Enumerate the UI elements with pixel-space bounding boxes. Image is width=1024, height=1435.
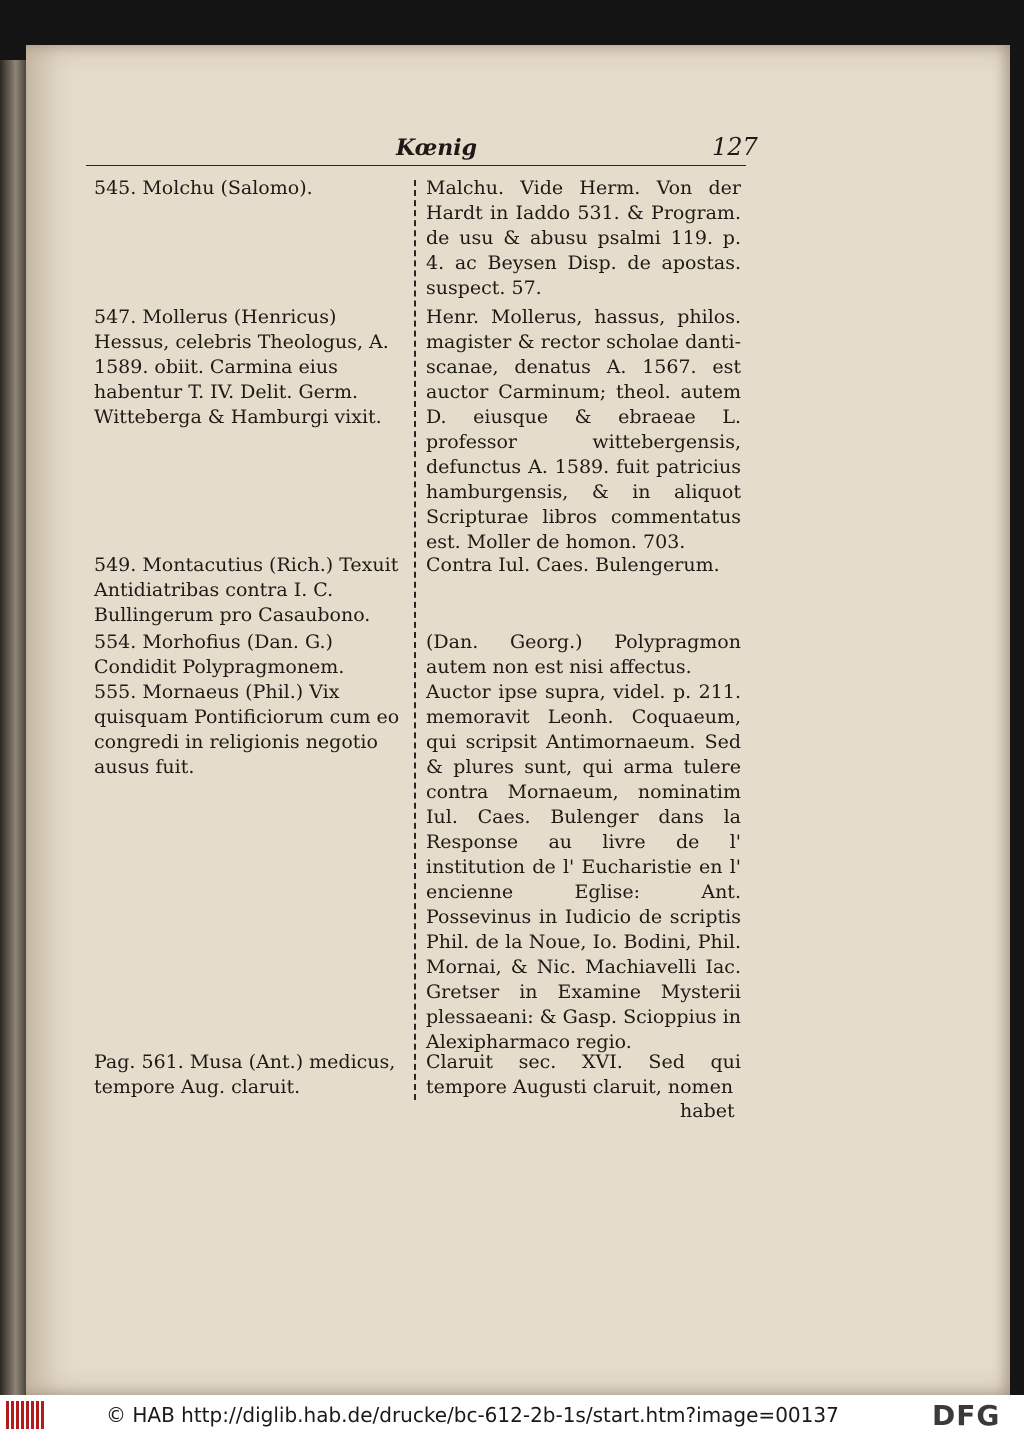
book-edge (0, 60, 26, 1395)
entry-right-554: (Dan. Georg.) Polypragmon autem non est nisi affectus. (426, 631, 741, 678)
entry-left-555: 555. Mornaeus (Phil.) Vix quisquam Pontificiorum cum eo congredi in religionis negotio ausus fuit. (94, 681, 400, 778)
entry-right-547: Henr. Mollerus, hassus, philos. magister & rector scholae danti-scanae, denatus A. 1567. est auctor Carminum; theol. autem D. eiusque & ebraeae L. professor wittebergensis, defunctus A. 1589. fuit patricius hamburgensis, & in aliquot Scripturae libros commentatus est. Moller de homon. 703. (426, 306, 741, 553)
entry-left-549: 549. Montacutius (Rich.) Texuit Antidiatribas contra I. C. Bullingerum pro Casaubono. (94, 554, 399, 626)
entry-right-545: Malchu. Vide Herm. Von der Hardt in Iaddo 531. & Program. de usu & abusu psalmi 119. p. 4. ac Beysen Disp. de apostas. suspect. 57. (426, 177, 741, 299)
footer-url[interactable]: © HAB http://diglib.hab.de/drucke/bc-612-2b-1s/start.htm?image=00137 (106, 1403, 839, 1427)
entry-right-555: Auctor ipse supra, videl. p. 211. memoravit Leonh. Coquaeum, qui scripsit Antimornaeum. Sed & plures sunt, qui arma tulere contra Mornaeum, nominatim Iul. Caes. Bulenger dans la Response au livre de l' institution de l' Eucharistie en l' encienne Eglise: Ant. Possevinus in Iudicio de scriptis Phil. de la Noue, Io. Bodini, Phil. Mornai, & Nic. Machiavelli Iac. Gretser in Examine Mysterii plessaeani: & Gasp. Scioppius in Alexipharmaco regio. (426, 681, 742, 1053)
page-number: 127 (712, 133, 758, 161)
dfg-logo: DFG (932, 1399, 1001, 1432)
entry-left-554: 554. Morhofius (Dan. G.) Condidit Polypragmonem. (94, 631, 345, 678)
entry-right-549: Contra Iul. Caes. Bulengerum. (426, 554, 720, 576)
hab-logo-icon (6, 1401, 46, 1429)
viewer-footer (0, 1395, 1024, 1435)
entry-left-545: 545. Molchu (Salomo). (94, 177, 313, 199)
entry-left-547: 547. Mollerus (Henricus) Hessus, celebris Theologus, A. 1589. obiit. Carmina eius habentur T. IV. Delit. Germ. Witteberga & Hamburgi vixit. (94, 306, 389, 428)
entry-left-561: Pag. 561. Musa (Ant.) medicus, tempore Aug. claruit. (94, 1051, 396, 1098)
entry-right-561: Claruit sec. XVI. Sed qui tempore Augusti claruit, nomen (426, 1051, 741, 1098)
header-rule (86, 165, 746, 166)
running-head: Kœnig (396, 135, 477, 161)
column-divider (414, 180, 416, 1100)
page-header (86, 95, 758, 161)
catchword: habet (680, 1100, 735, 1122)
